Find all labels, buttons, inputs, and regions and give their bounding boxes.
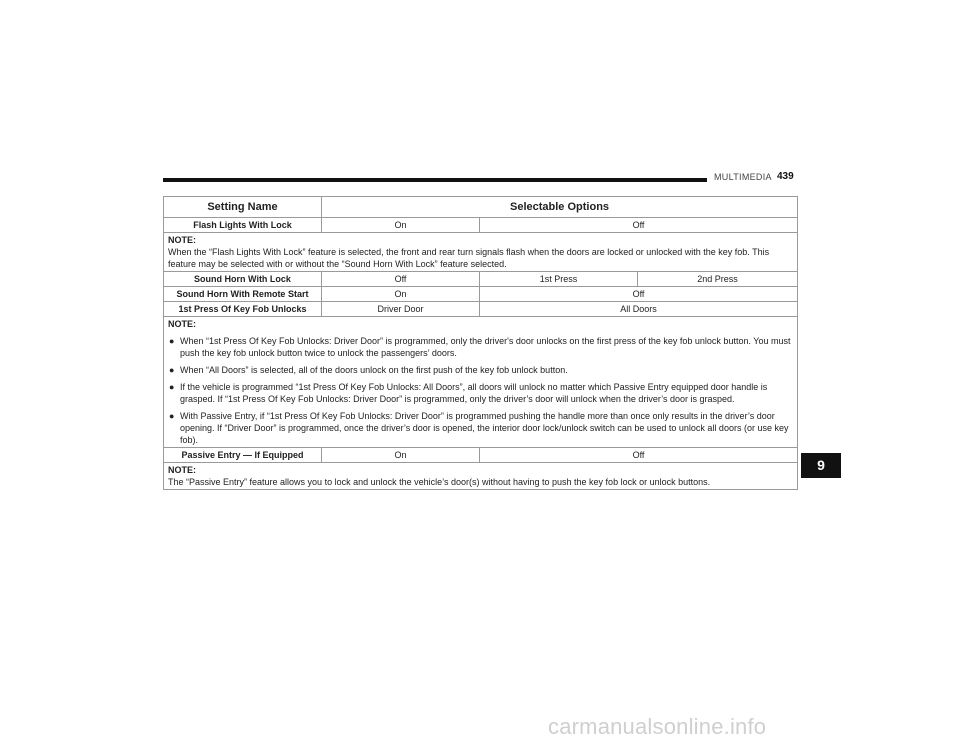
column-header-setting-name: Setting Name [164, 197, 322, 218]
note-label: NOTE: [168, 319, 196, 329]
option-cell: On [322, 287, 480, 302]
table-row [164, 448, 798, 463]
list-item: ● With Passive Entry, if “1st Press Of Key Fob Unlocks: Driver Door” is programmed pushing the handle more than once only results in the driver’s door opening. If “Driver Door” is programmed, once the driver’s door is opened, the interior door lock/unlock switch can be used to unlock all doors (or use key fob). [169, 411, 789, 445]
option-cell: Off [480, 218, 798, 233]
settings-table [163, 196, 798, 490]
note-row [164, 463, 798, 490]
setting-sound-horn-with-remote-start: Sound Horn With Remote Start [164, 287, 322, 302]
table-row [164, 218, 798, 233]
section-title: MULTIMEDIA [714, 172, 772, 182]
setting-1st-press-of-key-fob-unlocks: 1st Press Of Key Fob Unlocks [164, 302, 322, 317]
list-item: ● If the vehicle is programmed “1st Press Of Key Fob Unlocks: All Doors”, all doors will unlock no matter which Passive Entry equipped door handle is grasped. If “1st Press Of Key Fob Unlocks: Driver Door” is programmed, only the driver’s door will unlock when the driver’s door is grasped. [169, 382, 768, 404]
note-text: The “Passive Entry” feature allows you to lock and unlock the vehicle’s door(s) without having to push the key fob lock or unlock buttons. [168, 477, 711, 487]
option-cell: Off [480, 287, 798, 302]
note-label: NOTE: [168, 465, 196, 475]
chapter-tab: 9 [801, 453, 841, 478]
bullet-icon: ● [169, 411, 175, 421]
option-cell: Driver Door [322, 302, 480, 317]
option-cell: 2nd Press [638, 272, 798, 287]
option-cell: All Doors [480, 302, 798, 317]
bullet-icon: ● [169, 336, 175, 346]
table-row [164, 302, 798, 317]
table-row [164, 272, 798, 287]
header-rule [163, 178, 707, 182]
option-cell: Off [322, 272, 480, 287]
option-cell: On [322, 448, 480, 463]
page-number: 439 [777, 171, 794, 182]
setting-passive-entry: Passive Entry — If Equipped [164, 448, 322, 463]
list-item: ● When “1st Press Of Key Fob Unlocks: Driver Door” is programmed, only the driver's door unlocks on the first press of the key fob unlock button. You must push the key fob unlock button twice to unlock the passengers’ doors. [169, 336, 791, 358]
note-row [164, 233, 798, 272]
note-key-fob-unlocks [164, 317, 798, 448]
setting-sound-horn-with-lock: Sound Horn With Lock [164, 272, 322, 287]
option-cell: 1st Press [480, 272, 638, 287]
watermark: carmanualsonline.info [548, 714, 767, 739]
note-text: When the “Flash Lights With Lock” feature is selected, the front and rear turn signals flash when the doors are locked or unlocked with the key fob. This feature may be selected with or without the “Sound Horn With Lock” feature selected. [168, 247, 770, 269]
setting-flash-lights-with-lock: Flash Lights With Lock [164, 218, 322, 233]
option-cell: Off [480, 448, 798, 463]
note-passive-entry [164, 463, 798, 490]
note-flash-lights [164, 233, 798, 272]
note-bullet-list [168, 335, 793, 446]
option-cell: On [322, 218, 480, 233]
bullet-icon: ● [169, 365, 175, 375]
column-header-selectable-options: Selectable Options [322, 197, 798, 218]
list-item: ● When “All Doors” is selected, all of the doors unlock on the first push of the key fob unlock button. [169, 365, 568, 375]
note-label: NOTE: [168, 235, 196, 245]
bullet-icon: ● [169, 382, 175, 392]
note-row [164, 317, 798, 448]
table-header-row [164, 197, 798, 218]
table-row [164, 287, 798, 302]
